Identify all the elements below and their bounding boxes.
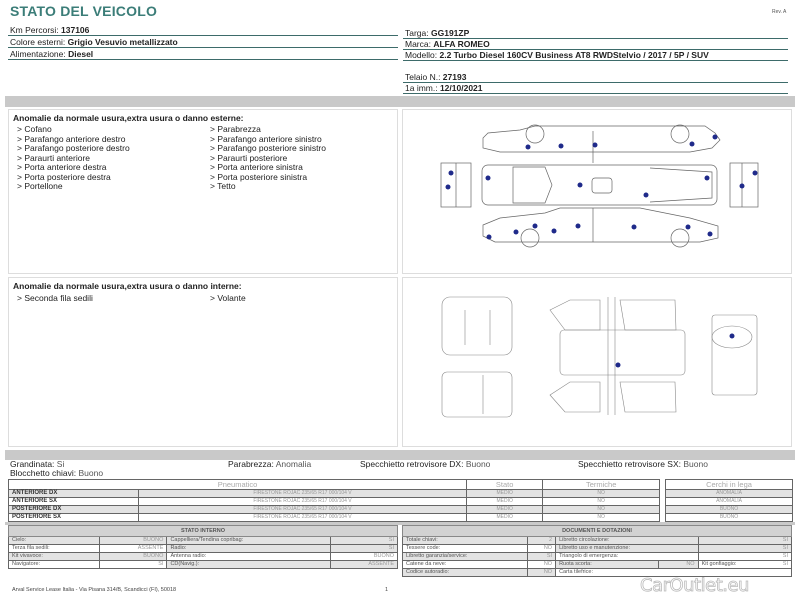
damage-dot (514, 230, 519, 235)
damage-dot (576, 224, 581, 229)
interior-state-table (8, 525, 398, 569)
damage-dot (686, 225, 691, 230)
value: GG191ZP (431, 28, 470, 38)
label: Parabrezza: (228, 459, 276, 469)
list-item: > Parafango posteriore destro (17, 143, 130, 153)
list-item: > Portellone (17, 181, 63, 191)
interior-state-title: STATO INTERNO (9, 526, 398, 537)
rim: ANOMALIA (666, 490, 793, 498)
list-item: > Porta posteriore sinistra (210, 171, 308, 182)
damage-dot (446, 185, 451, 190)
page-number: 1 (385, 587, 389, 593)
label: Km Percorsi: (10, 25, 62, 35)
value: SI (100, 561, 167, 569)
watermark-logo: CarOutlet.eu (640, 575, 749, 596)
tyre: FIRESTONE ROJAC 235/65 R17 000/104 V (139, 498, 467, 506)
damage-dot (753, 171, 758, 176)
position: POSTERIORE SX (9, 514, 139, 522)
value: ALFA ROMEO (433, 39, 490, 49)
list-item: > Tetto (210, 181, 236, 191)
value: Grigio Vesuvio metallizzato (67, 37, 178, 47)
damage-dot (578, 183, 583, 188)
damage-dot (486, 176, 491, 181)
label: Specchietto retrovisore SX: (578, 459, 684, 469)
damage-dot (690, 142, 695, 147)
value: SI (330, 545, 397, 553)
documents-table (402, 525, 792, 577)
label: Cappelliera/Tendina copribag: (167, 537, 331, 545)
label: Catene da neve: (403, 561, 528, 569)
state: MEDIO (467, 514, 543, 522)
tyre: FIRESTONE ROJAC 235/65 R17 000/104 V (139, 506, 467, 514)
list-item: > Parafango anteriore destro (17, 133, 126, 144)
thermal: NO (543, 506, 660, 514)
damage-dot (705, 176, 710, 181)
damage-dot (740, 184, 745, 189)
label: Colore esterni: (10, 37, 68, 47)
label: Cielo: (9, 537, 100, 545)
rim: BUONO (666, 506, 793, 514)
label: Navigatore: (9, 561, 100, 569)
label: CD(Navig.): (167, 561, 331, 569)
list-item: > Parabrezza (210, 124, 261, 134)
documents-title: DOCUMENTI E DOTAZIONI (403, 526, 792, 537)
damage-dot (632, 225, 637, 230)
value: NO (658, 561, 698, 569)
internal-title: Anomalie da normale usura,extra usura o danno interne: (13, 281, 242, 291)
value: SI (698, 537, 791, 545)
inflation-kit (698, 561, 791, 569)
value: SI (698, 553, 791, 561)
page-title: STATO DEL VEICOLO (10, 3, 158, 19)
list-item: > Porta anteriore sinistra (210, 162, 303, 172)
damage-markers (446, 135, 758, 368)
position: ANTERIORE DX (9, 490, 139, 498)
label: Triangolo di emergenza: (556, 553, 699, 561)
state-header: Stato (467, 480, 543, 490)
list-item: > Paraurti posteriore (210, 152, 288, 163)
value: Buono (78, 468, 104, 478)
list-item: > Volante (210, 293, 246, 303)
label: Libretto circolazione: (556, 537, 699, 545)
value: SI (782, 561, 788, 567)
label: Antenna radio: (167, 553, 331, 561)
state: MEDIO (467, 498, 543, 506)
table-row (9, 490, 660, 498)
thermal: NO (543, 490, 660, 498)
label: Kit vivavoce: (9, 553, 100, 561)
list-item: > Seconda fila sedili (17, 293, 93, 303)
tyres-table (8, 479, 660, 522)
value: 2 (528, 537, 556, 545)
exterior-car-diagram (441, 125, 758, 247)
label: Kit gonfiaggio: (701, 561, 737, 567)
table-row (9, 514, 660, 522)
value: SI (698, 545, 791, 553)
list-item: > Porta posteriore destra (17, 171, 111, 182)
label: Tessere code: (403, 545, 528, 553)
mirror-sx-status (578, 460, 708, 469)
value: ASSENTE (330, 561, 397, 569)
value: NO (528, 545, 556, 553)
damage-dot (487, 235, 492, 240)
list-item: > Parafango posteriore sinistro (210, 143, 326, 153)
label: Libretto uso e manutenzione: (556, 545, 699, 553)
key-lock-status (10, 469, 103, 478)
label: Marca: (405, 39, 434, 49)
value: NO (528, 561, 556, 569)
damage-dot (449, 171, 454, 176)
label: Targa: (405, 28, 431, 38)
value: Buono (683, 459, 708, 469)
value: Buono (465, 459, 491, 469)
list-item: > Cofano (17, 124, 52, 134)
label: Alimentazione: (10, 49, 69, 59)
position: ANTERIORE SX (9, 498, 139, 506)
damage-dot (713, 135, 718, 140)
rims-header: Cerchi in lega (666, 480, 793, 490)
value: Anomalia (275, 459, 312, 469)
thermal-header: Termiche (543, 480, 660, 490)
label: 1a imm.: (405, 83, 440, 93)
state: MEDIO (467, 490, 543, 498)
rim: BUONO (666, 514, 793, 522)
thermal: NO (543, 514, 660, 522)
value: Diesel (68, 49, 94, 59)
value: NO (528, 569, 556, 577)
label: Codice autoradio: (403, 569, 528, 577)
external-title: Anomalie da normale usura,extra usura o danno esterne: (13, 113, 244, 123)
tyre: FIRESTONE ROJAC 235/65 R17 000/104 V (139, 490, 467, 498)
label: Grandinata: (10, 459, 57, 469)
damage-dot (559, 144, 564, 149)
value: SI (330, 537, 397, 545)
value: 2.2 Turbo Diesel 160CV Business AT8 RWDStelvio / 2017 / 5P / SUV (439, 50, 709, 60)
table-row (9, 506, 660, 514)
value: BUONO (100, 553, 167, 561)
rims-table (665, 479, 793, 522)
damage-dot (730, 334, 735, 339)
windshield-status (228, 460, 311, 469)
list-item: > Porta anteriore destra (17, 162, 107, 172)
value: BUONO (100, 537, 167, 545)
label: Modello: (405, 50, 440, 60)
value: 12/10/2021 (439, 83, 483, 93)
tyre-header: Pneumatico (9, 480, 467, 490)
damage-dot (533, 224, 538, 229)
damage-dot (552, 229, 557, 234)
damage-dot (616, 363, 621, 368)
thermal: NO (543, 498, 660, 506)
mirror-dx-status (360, 460, 490, 469)
value: SI (528, 553, 556, 561)
label: Blocchetto chiavi: (10, 468, 79, 478)
tyre: FIRESTONE ROJAC 235/65 R17 000/104 V (139, 514, 467, 522)
list-item: > Paraurti anteriore (17, 152, 90, 163)
value: 27193 (442, 72, 467, 82)
footer-address: Arval Service Lease Italia - Via Pisana 314/B, Scandicci (FI), 50018 (12, 587, 177, 593)
position: POSTERIORE DX (9, 506, 139, 514)
damage-dot (708, 232, 713, 237)
value: BUONO (330, 553, 397, 561)
label: Totale chiavi: (403, 537, 528, 545)
state: MEDIO (467, 506, 543, 514)
label: Radio: (167, 545, 331, 553)
label: Ruota scorta: (556, 561, 659, 569)
damage-dot (526, 145, 531, 150)
revision: Rev. A (772, 9, 787, 15)
label: Telaio N.: (405, 72, 443, 82)
list-item: > Parafango anteriore sinistro (210, 133, 322, 144)
value: 137106 (61, 25, 90, 35)
label: Specchietto retrovisore DX: (360, 459, 466, 469)
damage-dot (593, 143, 598, 148)
interior-car-diagram (442, 297, 757, 417)
value: ASSENTE (100, 545, 167, 553)
label: Carta tilefrice: (556, 569, 792, 577)
table-row (9, 498, 660, 506)
rim: ANOMALIA (666, 498, 793, 506)
damage-dot (644, 193, 649, 198)
value: Si (56, 459, 65, 469)
label: Terza fila sedili: (9, 545, 100, 553)
label: Libretto garanzia/service: (403, 553, 528, 561)
